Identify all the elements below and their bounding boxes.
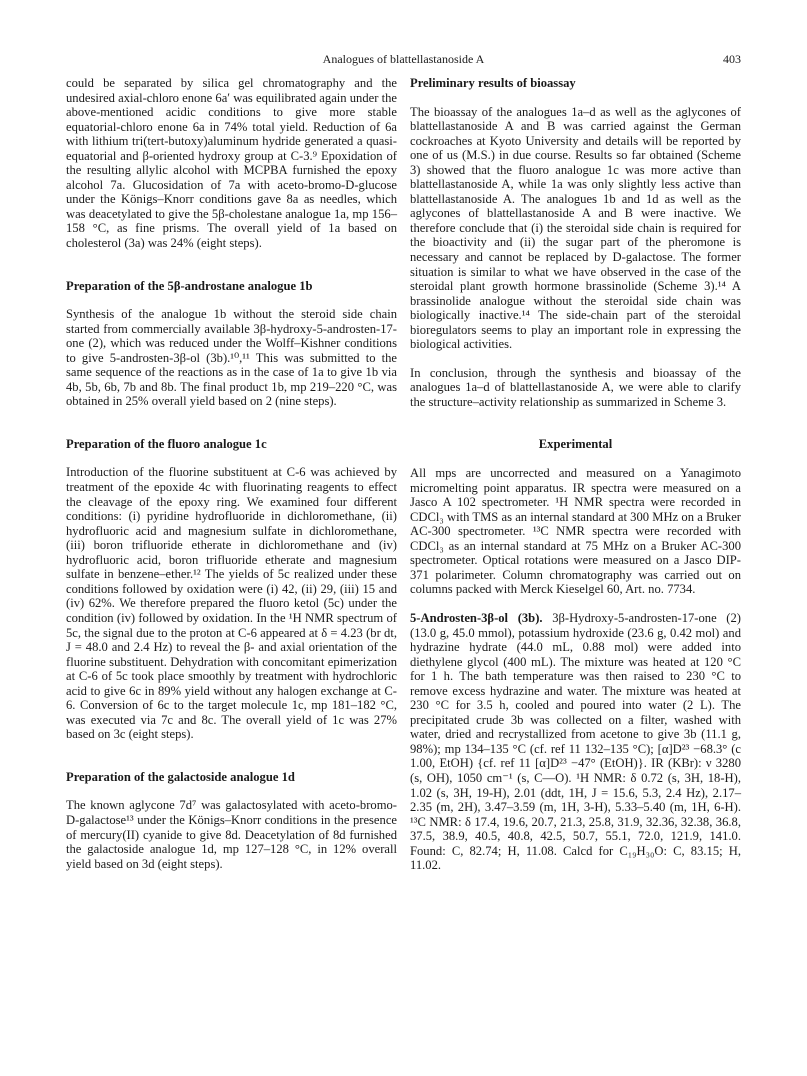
paragraph-galactoside-synthesis: The known aglycone 7d⁷ was galactosylated with aceto-bromo-D-galactose¹³ under the Königs–Knorr conditions in the presence of mercury(II) cyanide to give 8d. Deacetylation of 8d furnished the galactoside analogue 1d, mp 127–128 °C, in 12% overall yield based on 3d (eight steps). bbox=[66, 798, 397, 871]
paragraph-androstane-synthesis: Synthesis of the analogue 1b without the steroid side chain started from commercially available 3β-hydroxy-5-androsten-17-one (2), which was reduced under the Wolff–Kishner conditions to give 5-androsten-3β-ol (3b).¹⁰,¹¹ This was submitted to the same sequence of the reactions as in the case of 1a to give 1b via 4b, 5b, 6b, 7b and 8b. The final product 1b, mp 219–220 °C, was obtained in 25% overall yield based on 2 (nine steps). bbox=[66, 307, 397, 409]
compound-procedure: 3β-Hydroxy-5-androsten-17-one (2) (13.0 g, 45.0 mmol), potassium hydroxide (23.6 g, 0.42 mol) and hydrazine hydrate (44.0 mL, 0.88 mol) were added into diethylene glycol (400 mL). The mixture was heated at 120 °C for 1 h. The bath temperature was then raised to 230 °C to remove excess hydrazine and water. The mixture was heated at 230 °C for 3.5 h, cooled and poured into water (2 L). The precipitated crude 3b was collected on a filter, washed with water, dried and recrystallized from acetone to give 3b (11.1 g, 98%); mp 134–135 °C (cf. ref 11 132–135 °C); [α]D²³ −68.3° (c 1.00, EtOH) {cf. ref 11 [α]D²³ −47° (EtOH)}. IR (KBr): ν 3280 (s, OH), 1050 cm⁻¹ (s, C—O). ¹H NMR: δ 0.72 (s, 3H, 18-H), 1.02 (s, 3H, 19-H), 2.01 (ddt, 1H, J = 15.6, 5.3, 2.4 Hz), 2.17–2.35 (m, 2H), 3.47–3.59 (m, 1H, 3-H), 5.33–5.40 (m, 1H, 6-H). ¹³C NMR: δ 17.4, 19.6, 20.7, 21.3, 25.8, 31.9, 32.36, 32.38, 36.8, 37.5, 38.9, 40.5, 40.8, 42.5, 50.7, 55.1, 72.0, 121.9, 141.0. Found: C, 82.74; H, 11.08. Calcd for C₁₉H₃₀O: C, 83.15; H, 11.02. bbox=[410, 610, 741, 873]
running-title: Analogues of blattellastanoside A bbox=[322, 52, 485, 66]
left-column bbox=[66, 76, 397, 871]
paragraph-bioassay: The bioassay of the analogues 1a–d as well as the aglycones of blattellastanoside A and B was carried against the German cockroaches at Kyoto University and details will be reported by one of us (M.S.) in due course. Results so far obtained (Scheme 3) showed that the fluoro analogue 1c was more active than blattellastanoside A, while 1a was only slightly less active than blattellastanoside A. The analogues 1b and 1d as well as the aglycones of blattellastanoside A and B were inactive. We therefore conclude that (i) the steroidal side chain is required for the bioactivity and (ii) the sugar part of the pheromone is necessary and cannot be replaced by D-galactose. The former situation is similar to what we have observed in the case of the steroidal plant growth hormone brassinolide (Scheme 3).¹⁴ A brassinolide analogue without the steroidal side chain was biologically inactive.¹⁴ The side-chain part of the steroidal bioregulators seems to play an important role in expressing the biological activities. bbox=[410, 104, 741, 352]
page-number: 403 bbox=[723, 52, 741, 66]
right-column bbox=[410, 76, 741, 873]
paragraph-compound-3b bbox=[410, 611, 741, 873]
heading-fluoro-analogue: Preparation of the fluoro analogue 1c bbox=[66, 436, 267, 451]
heading-androstane-analogue: Preparation of the 5β-androstane analogue 1b bbox=[66, 278, 313, 293]
paragraph-experimental-methods: All mps are uncorrected and measured on a Yanagimoto micromelting point apparatus. IR spectra were measured on a Jasco A 102 spectrometer. ¹H NMR spectra were recorded in CDCl₃ with TMS as an internal standard at 300 MHz on a Bruker AC-300 spectrometer. ¹³C NMR spectra were recorded with CDCl₃ as an internal standard at 75 MHz on a Bruker AC-300 spectrometer. Optical rotations were measured on a Jasco DIP-371 polarimeter. Column chromatography was carried out on columns packed with Merck Kieselgel 60, Art. no. 7734. bbox=[410, 466, 741, 597]
paragraph-conclusion: In conclusion, through the synthesis and bioassay of the analogues 1a–d of blattellastanoside A, we were able to clarify the structure–activity relationship as summarized in Scheme 3. bbox=[410, 365, 741, 409]
heading-bioassay: Preliminary results of bioassay bbox=[410, 76, 576, 90]
paragraph-6a-reduction: could be separated by silica gel chromatography and the undesired axial-chloro enone 6a′ was equilibrated again under the above-mentioned acidic conditions to give more stable equatorial-chloro enone 6a in 74% total yield. Reduction of 6a with lithium tri(tert-butoxy)aluminum hydride generated a quasi-equatorial and β-oriented hydroxy group at C-3.⁹ Epoxidation of the resulting allylic alcohol with MCPBA furnished the epoxy alcohol 7a. Glucosidation of 7a with aceto-bromo-D-glucose under the Königs–Knorr conditions gave 8a as needles, which was deacetylated to give the 5β-cholestane analogue 1a, mp 156–158 °C, as fine prisms. The overall yield of 1a based on cholesterol (3a) was 24% (eight steps). bbox=[66, 76, 397, 251]
heading-galactoside-analogue: Preparation of the galactoside analogue 1d bbox=[66, 769, 295, 784]
heading-experimental: Experimental bbox=[538, 437, 613, 452]
paragraph-fluoro-synthesis: Introduction of the fluorine substituent at C-6 was achieved by treatment of the epoxide 4c with fluorinating reagents to effect the cleavage of the epoxy ring. We examined four different conditions: (i) pyridine hydrofluoride in dichloromethane, (ii) hydrofluoric acid and magnesium sulfate in dichloromethane, (iii) boron trifluoride etherate in dichloromethane and (iv) hydrofluoric acid, boron trifluoride etherate and magnesium sulfate in benzene–ether.¹² The yields of 5c realized under these conditions followed by oxidation were (i) 42, (ii) 29, (iii) 15 and (iv) 62%. We therefore prepared the fluoro ketol (5c) under the condition (iv) followed by oxidation. In the ¹H NMR spectrum of 5c, the signal due to the proton at C-6 appeared at δ = 4.23 (br dt, J = 48.0 and 2.4 Hz) to reveal the β- and axial orientation of the fluorine substituent. Dehydration with concomitant epimerization at C-6 of 5c took place smoothly by treatment with hydrochloric acid to give 6c in 89% yield without any halogen exchange at C-6. Conversion of 6c to the target molecule 1c, mp 181–182 °C, was executed via 7c and 8c. The overall yield of 1c was 27% based on 3c (eight steps). bbox=[66, 465, 397, 742]
running-header bbox=[66, 52, 741, 68]
compound-name: 5-Androsten-3β-ol (3b). bbox=[410, 610, 543, 625]
